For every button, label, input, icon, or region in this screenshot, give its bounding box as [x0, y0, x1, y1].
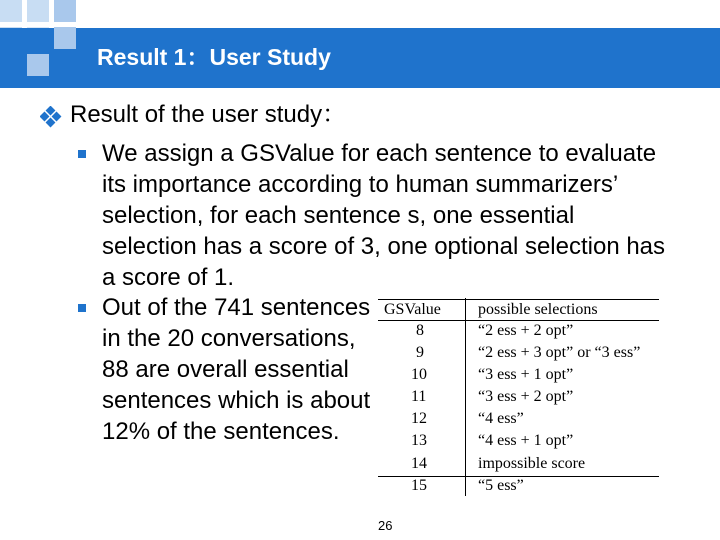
square-bullet-icon	[78, 304, 86, 312]
table-header: GSValue	[384, 301, 441, 318]
table-cell-selection: impossible score	[478, 455, 586, 472]
page-number: 26	[378, 518, 393, 533]
table-header: possible selections	[478, 301, 598, 318]
paragraph-gsvalue: We assign a GSValue for each sentence to evaluate its importance according to human summarizers’ selection, for each sentence s, one essential selection has a score of 3, one optional selection has a score of 1.	[102, 140, 666, 291]
gsvalue-table	[372, 298, 672, 498]
table-cell-selection: “3 ess + 1 opt”	[478, 366, 574, 383]
table-cell-value: 10	[411, 366, 427, 383]
table-cell-value: 13	[411, 432, 427, 449]
table-divider	[465, 298, 466, 496]
decor-square	[27, 0, 49, 22]
table-cell-selection: “4 ess + 1 opt”	[478, 432, 574, 449]
paragraph-statistics: Out of the 741 sentences in the 20 conversations, 88 are overall essential sentences which is about 12% of the sentences.	[102, 294, 371, 445]
table-cell-selection: “3 ess + 2 opt”	[478, 388, 574, 405]
table-cell-value: 9	[416, 344, 424, 361]
table-cell-selection: “4 ess”	[478, 410, 524, 427]
bullet-heading: Result of the user study：	[70, 101, 347, 128]
table-cell-value: 8	[416, 322, 424, 339]
table-cell-selection: “5 ess”	[478, 477, 524, 494]
table-cell-value: 15	[411, 477, 427, 494]
decor-square	[54, 0, 76, 22]
square-bullet-icon	[78, 150, 86, 158]
table-cell-value: 12	[411, 410, 427, 427]
decor-square	[27, 54, 49, 76]
decor-square	[54, 27, 76, 49]
table-cell-value: 11	[411, 388, 427, 405]
decor-square	[0, 0, 22, 22]
slide-title: Result 1：User Study	[97, 44, 331, 70]
table-cell-selection: “2 ess + 2 opt”	[478, 322, 574, 339]
table-cell-value: 14	[411, 455, 427, 472]
table-cell-selection: “2 ess + 3 opt” or “3 ess”	[478, 344, 641, 361]
diamond-bullet-icon	[40, 106, 62, 128]
